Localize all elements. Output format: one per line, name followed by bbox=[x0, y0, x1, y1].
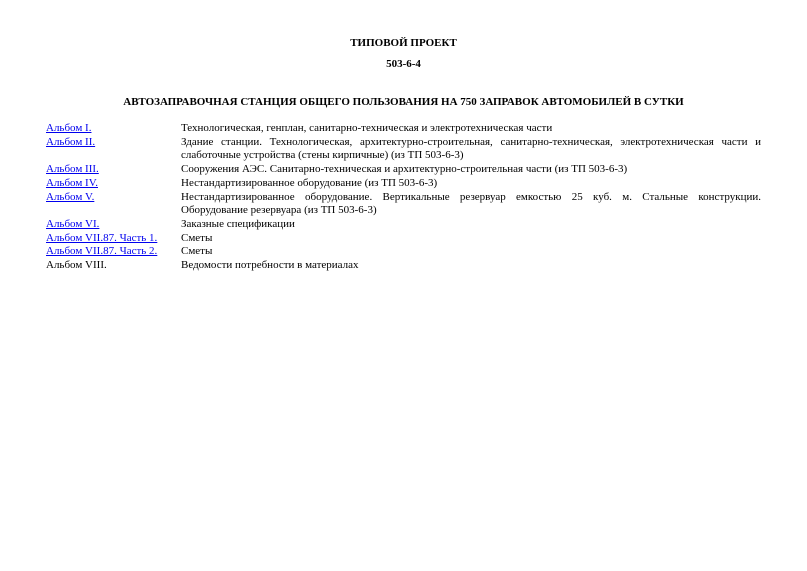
album-4-link[interactable]: Альбом IV. bbox=[46, 176, 98, 189]
album-6-link[interactable]: Альбом VI. bbox=[46, 217, 100, 230]
table-row bbox=[46, 245, 761, 259]
album-2-description: Здание станции. Технологическая, архитектурно-строительная, санитарно-техническая, электротехническая части и слаботочные устройства (стены кирпичные) (из ТП 503-6-3) bbox=[181, 135, 761, 162]
album-8-label: Альбом VIII. bbox=[46, 259, 107, 272]
albums-table bbox=[46, 122, 761, 273]
album-1-link[interactable]: Альбом I. bbox=[46, 122, 92, 134]
project-subtitle: АВТОЗАПРАВОЧНАЯ СТАНЦИЯ ОБЩЕГО ПОЛЬЗОВАНИЯ НА 750 ЗАПРАВОК АВТОМОБИЛЕЙ В СУТКИ bbox=[123, 96, 684, 108]
album-7-part-2-link[interactable]: Альбом VII.87. Часть 2. bbox=[46, 245, 158, 258]
table-row bbox=[46, 218, 761, 232]
table-row bbox=[46, 122, 761, 136]
table-row bbox=[46, 259, 761, 273]
album-7-part-2-description: Сметы bbox=[181, 245, 213, 258]
album-3-link[interactable]: Альбом III. bbox=[46, 163, 99, 176]
album-7-part-1-description: Сметы bbox=[181, 231, 213, 244]
table-row bbox=[46, 136, 761, 163]
table-row bbox=[46, 232, 761, 246]
table-row bbox=[46, 177, 761, 191]
album-2-link[interactable]: Альбом II. bbox=[46, 135, 96, 148]
album-5-link[interactable]: Альбом V. bbox=[46, 190, 95, 203]
album-5-description: Нестандартизированное оборудование. Вертикальные резервуар емкостью 25 куб. м. Стальные конструкции. Оборудование резервуара (из ТП 503-6-3) bbox=[181, 190, 761, 217]
album-4-description: Нестандартизированное оборудование (из ТП 503-6-3) bbox=[181, 176, 438, 189]
doc-title: ТИПОВОЙ ПРОЕКТ bbox=[350, 37, 457, 49]
project-number: 503-6-4 bbox=[386, 58, 421, 70]
album-6-description: Заказные спецификации bbox=[181, 217, 295, 230]
album-1-description: Технологическая, генплан, санитарно-техническая и электротехническая части bbox=[181, 122, 553, 134]
table-row bbox=[46, 163, 761, 177]
album-3-description: Сооружения АЭС. Санитарно-техническая и архитектурно-строительная части (из ТП 503-6-3) bbox=[181, 163, 628, 176]
album-8-description: Ведомости потребности в материалах bbox=[181, 259, 359, 272]
album-7-part-1-link[interactable]: Альбом VII.87. Часть 1. bbox=[46, 231, 158, 244]
table-row bbox=[46, 191, 761, 218]
